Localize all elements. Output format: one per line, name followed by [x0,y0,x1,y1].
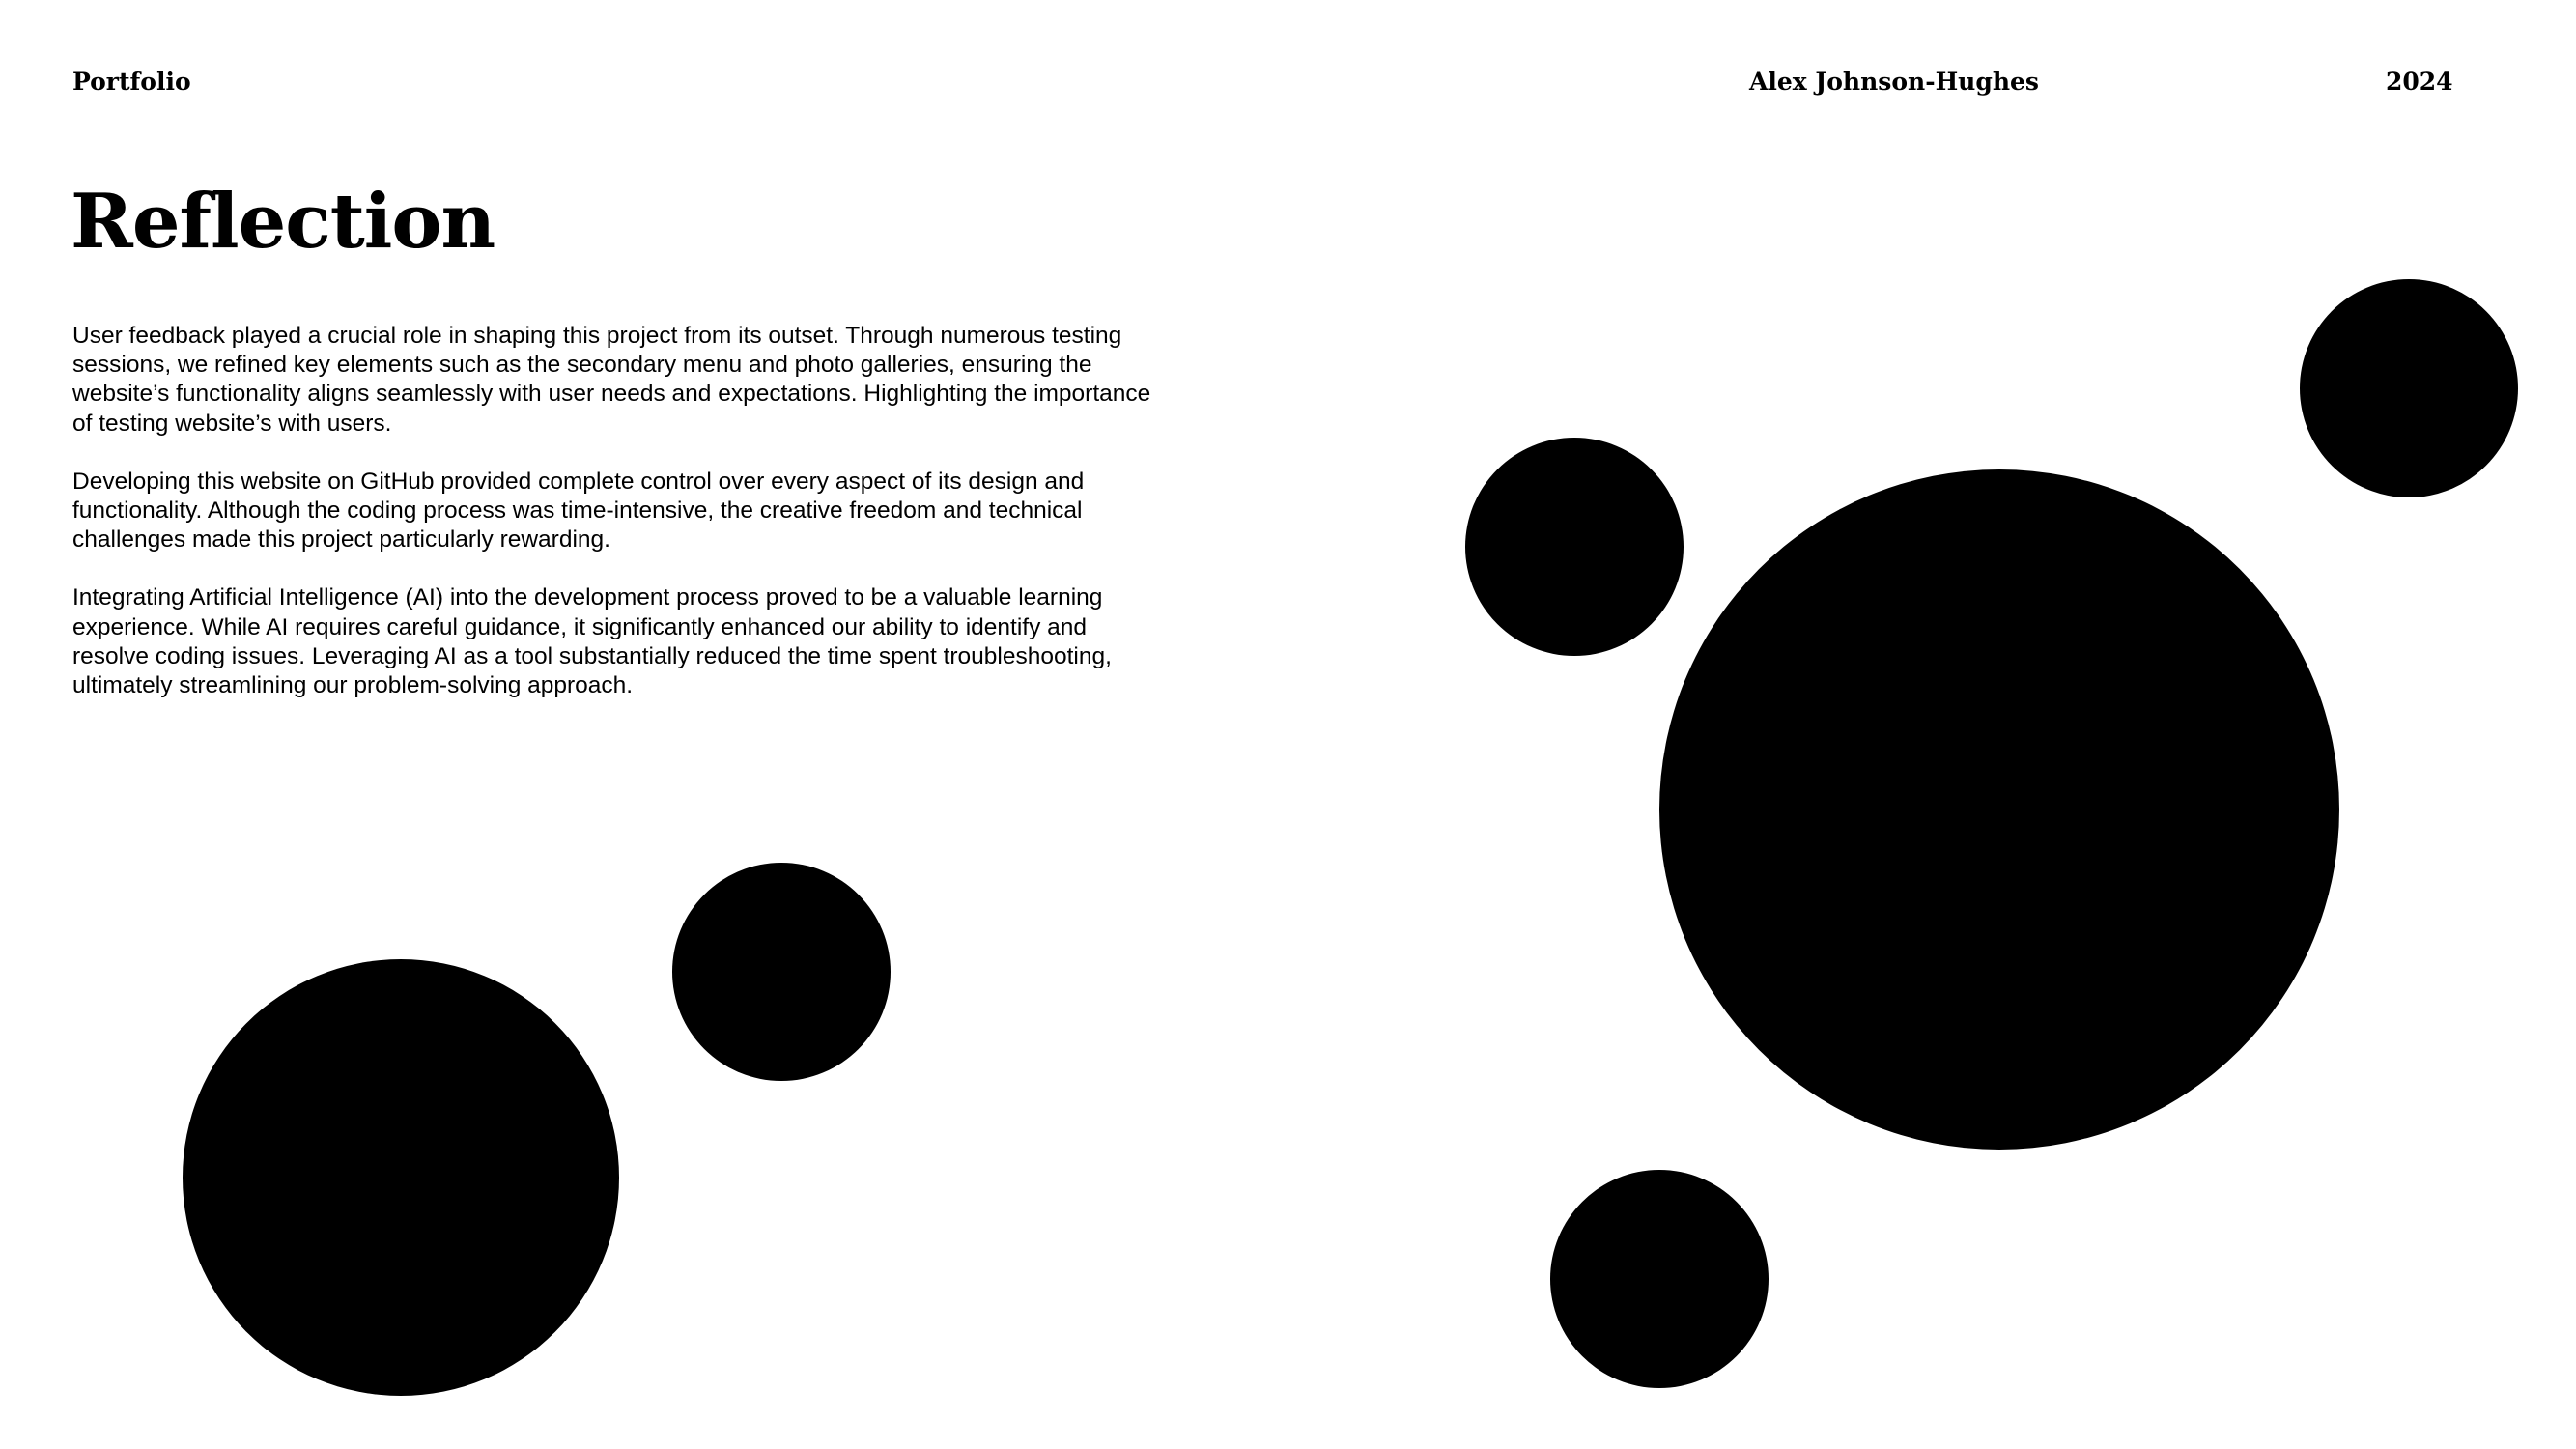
page-title: Reflection [71,178,495,266]
paragraph-ai: Integrating Artificial Intelligence (AI) into the development process proved to be a valuable learning experience. While AI requires careful guidance, it significantly enhanced our ability to identify and resolve coding issues. Leveraging AI as a tool substantially reduced the time spent troubleshooting, ultimately streamlining our problem-solving approach. [72,584,1112,699]
decorative-circle-bottom [1550,1170,1769,1388]
decorative-circle-large-left [183,959,619,1396]
year-label: 2024 [2386,68,2453,96]
paragraph-user-feedback: User feedback played a crucial role in shaping this project from its outset. Through numerous testing sessions, we refined key elements such as the secondary menu and photo galleries, ensuring the website’s functionality aligns seamlessly with user needs and expectations. Highlighting the importance of testing website’s with users. [72,323,1151,437]
portfolio-label: Portfolio [72,68,191,96]
reflection-body [72,322,1164,729]
paragraph-github: Developing this website on GitHub provided complete control over every aspect of its design and functionality. Although the coding process was time-intensive, the creative freedom and technical challenges made this project particularly rewarding. [72,468,1085,554]
decorative-circle-top-right [2300,279,2518,497]
decorative-circle-small-left [672,863,891,1081]
decorative-circle-large-right [1659,469,2339,1150]
decorative-circle-mid [1465,438,1684,656]
author-name: Alex Johnson-Hughes [1749,68,2039,96]
